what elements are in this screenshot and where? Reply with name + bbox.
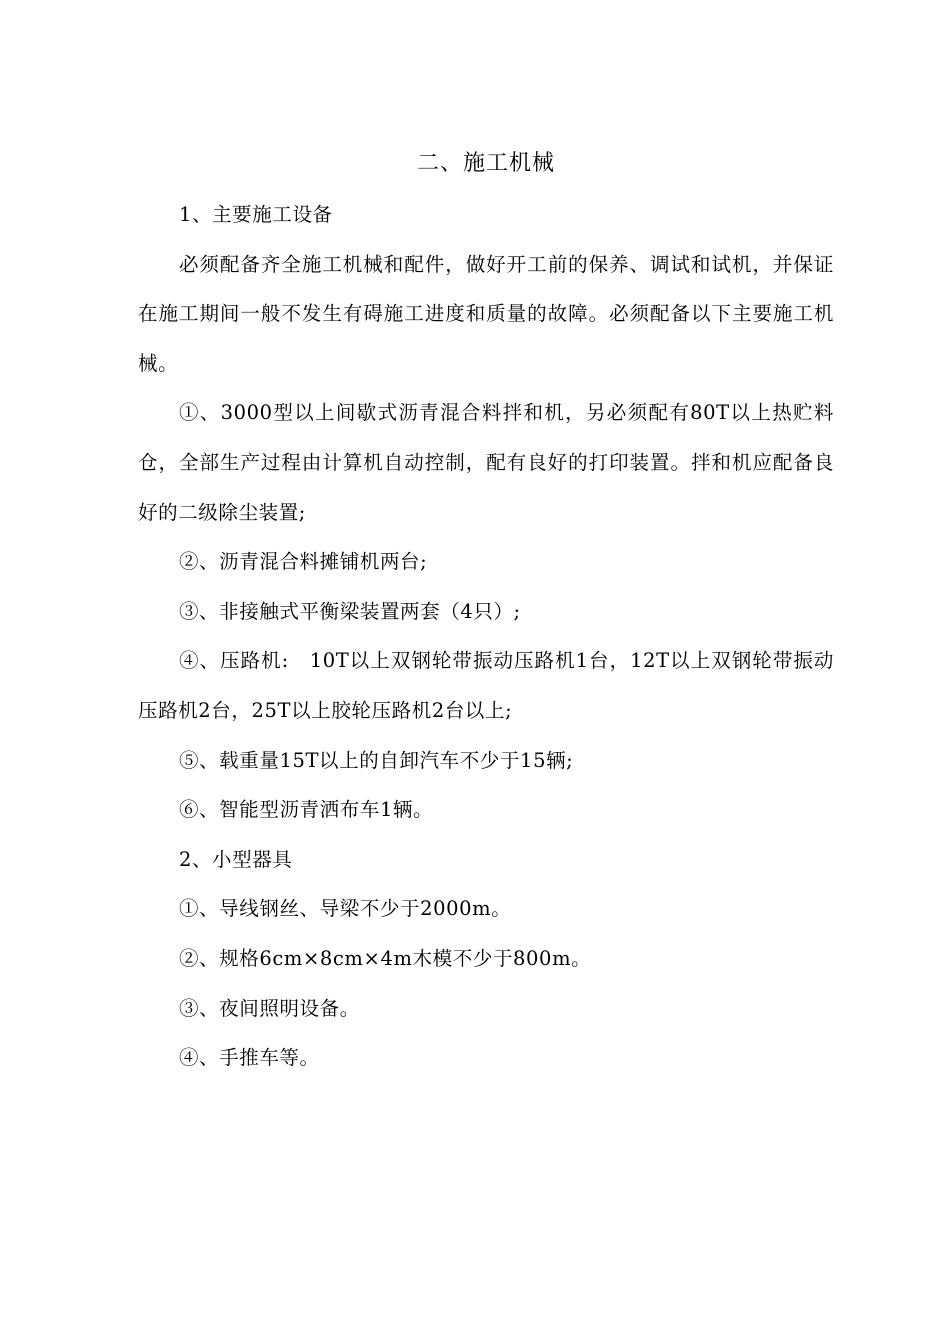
list-item-paver: ②、沥青混合料摊铺机两台; (178, 550, 428, 574)
list-item-dump-truck: ⑤、载重量15T以上的自卸汽车不少于15辆; (178, 748, 574, 772)
list-item-mixer: ①、3000型以上间歇式沥青混合料拌和机，另必须配有80T以上热贮料仓，全部生产过程由计算机自动控制，配有良好的打印装置。拌和机应配备良好的二级除尘装置; (138, 401, 834, 524)
list-item-roller: ④、压路机: 10T以上双钢轮带振动压路机1台，12T以上双钢轮带振动压路机2台，25T以上胶轮压路机2台以上; (138, 649, 834, 722)
list-item-guide-wire: ①、导线钢丝、导梁不少于2000m。 (178, 897, 512, 921)
section-title: 二、施工机械 (416, 151, 555, 176)
list-item-handcart: ④、手推车等。 (178, 1046, 320, 1070)
list-item-sprayer: ⑥、智能型沥青洒布车1辆。 (178, 798, 434, 822)
subsection-heading-small-tools: 2、小型器具 (178, 847, 293, 871)
document-body (138, 140, 834, 1083)
list-item-balance-beam: ③、非接触式平衡梁装置两套（4只）; (178, 599, 521, 623)
list-item-wood-form: ②、规格6cm×8cm×4m木模不少于800m。 (178, 946, 592, 970)
list-item-lighting: ③、夜间照明设备。 (178, 996, 360, 1020)
subsection-heading-equipment: 1、主要施工设备 (178, 203, 333, 226)
paragraph-intro: 必须配备齐全施工机械和配件，做好开工前的保养、调试和试机，并保证在施工期间一般不发生有碍施工进度和质量的故障。必须配备以下主要施工机械。 (138, 252, 834, 375)
